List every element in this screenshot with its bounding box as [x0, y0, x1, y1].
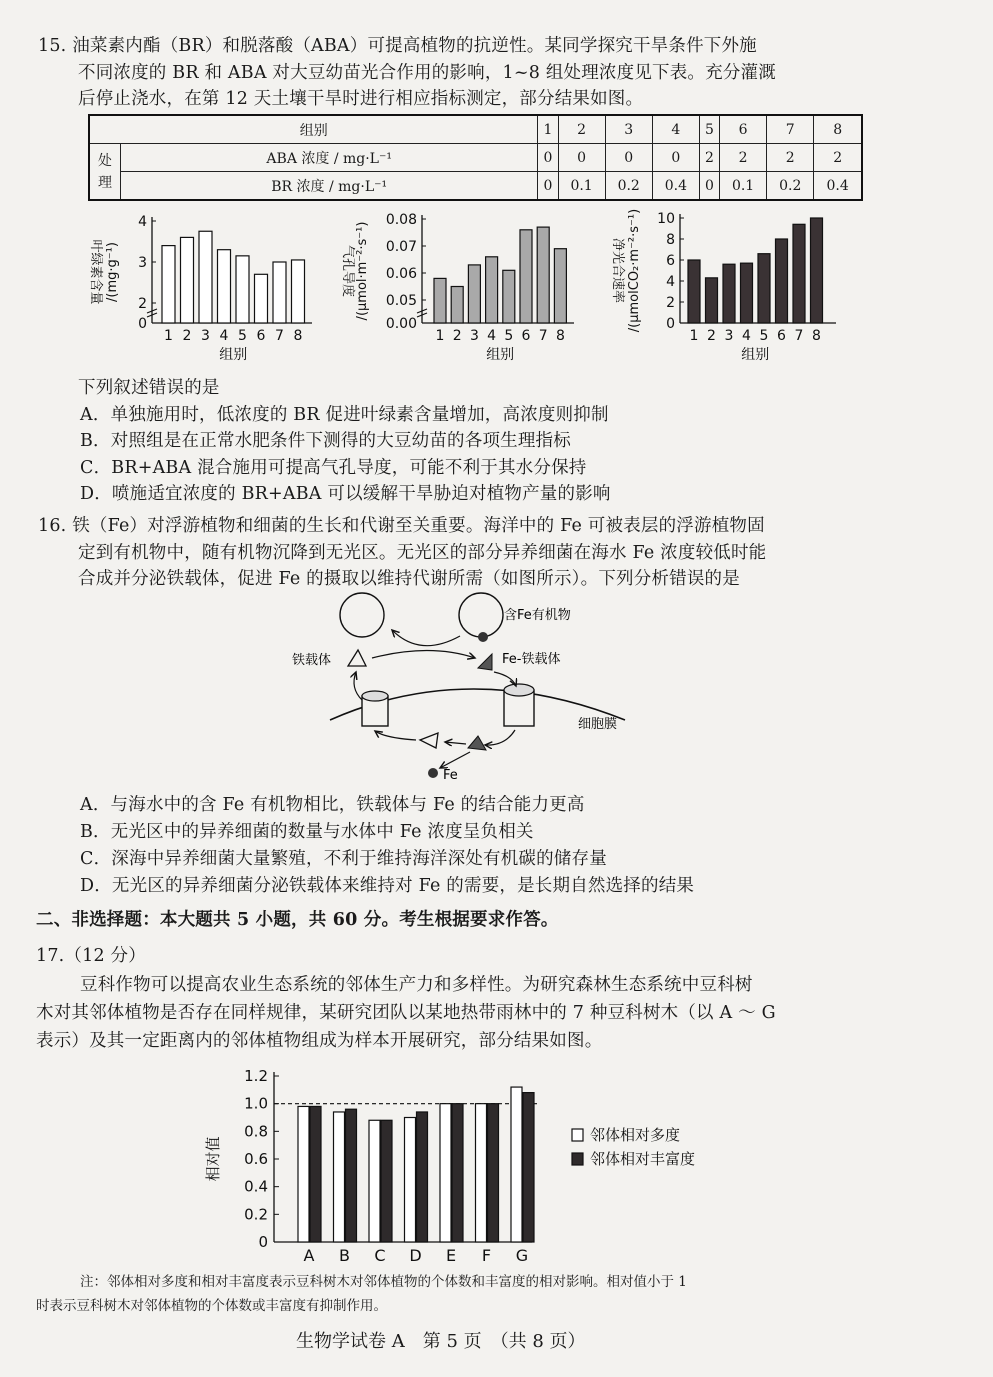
q16-line-3: 合成并分泌铁载体，促进 Fe 的摄取以维持代谢所需（如图所示）。下列分析错误的是	[78, 569, 740, 589]
x-tick-label: 1	[164, 328, 173, 344]
table-cell: 0.2	[767, 172, 814, 201]
bar	[520, 230, 532, 323]
bar	[334, 1112, 345, 1242]
q16-line-1: 16. 铁（Fe）对浮游植物和细菌的生长和代谢至关重要。海洋中的 Fe 可被表层的浮游植物固	[38, 516, 765, 536]
q17-line-3: 表示）及其一定距离内的邻体植物组成为样本开展研究，部分结果如图。	[36, 1031, 603, 1051]
photosynthesis-chart	[600, 205, 850, 374]
x-tick-label: A	[303, 1246, 315, 1265]
y-tick-label: 0.6	[244, 1150, 268, 1168]
y-axis-title: 相对值	[204, 1136, 222, 1182]
bar	[292, 260, 305, 323]
bar	[310, 1106, 321, 1242]
q16-line-2: 定到有机物中，随有机物沉降到无光区。无光区的部分异养细菌在海水 Fe 浓度较低时能	[78, 543, 767, 563]
table-cell: 0	[699, 172, 719, 201]
x-tick-label: 4	[219, 328, 229, 344]
x-tick-label: 1	[689, 328, 699, 344]
siderophore-icon	[348, 650, 366, 666]
bar	[346, 1109, 357, 1242]
fe-dot-icon	[478, 632, 488, 642]
q15-line-1: 15. 油菜素内酯（BR）和脱落酸（ABA）可提高植物的抗逆性。某同学探究干旱条件下外施	[38, 36, 757, 56]
bar	[199, 231, 212, 323]
y-tick-label: 0.05	[385, 293, 417, 309]
bar	[451, 287, 463, 324]
table-cell: 2	[767, 144, 814, 172]
q15-line-3: 后停止浇水，在第 12 天土壤干旱时进行相应指标测定，部分结果如图。	[78, 89, 644, 109]
page-footer: 生物学试卷 A 第 5 页 （共 8 页）	[296, 1331, 586, 1352]
arrow-uptake	[494, 672, 516, 686]
y-tick-label: 0	[666, 316, 675, 332]
bar	[440, 1104, 451, 1242]
x-tick-label: C	[374, 1246, 386, 1265]
bar	[381, 1120, 392, 1242]
treat-label-1: 处	[98, 152, 112, 169]
label-fe-organic: 含Fe有机物	[504, 608, 571, 623]
arrow-binding	[372, 651, 475, 659]
table-cell: 0	[558, 144, 605, 172]
arrow-release	[445, 742, 466, 744]
bar	[537, 227, 549, 323]
stomatal-chart	[330, 205, 590, 374]
table-cell: 0.4	[652, 172, 699, 201]
fe-siderophore-inside-icon	[468, 736, 486, 750]
x-tick-label: 3	[469, 328, 479, 344]
chlorophyll-chart	[84, 205, 334, 374]
label-siderophore: 铁载体	[292, 653, 332, 668]
y-tick-label: 0.07	[385, 239, 417, 255]
q16-option-b: B．无光区中的异养细菌的数量与水体中 Fe 浓度呈负相关	[80, 822, 534, 842]
q15-option-c: C．BR+ABA 混合施用可提高气孔导度，可能不利于其水分保持	[80, 458, 587, 478]
x-tick-label: 6	[256, 328, 266, 344]
y-tick-label: 4	[666, 274, 675, 290]
bar	[369, 1120, 380, 1242]
legend-label: 邻体相对多度	[590, 1126, 681, 1144]
organic-matter-circle	[340, 593, 384, 637]
table-cell: 0	[538, 172, 558, 201]
bar	[793, 224, 805, 323]
stomatal-chart-svg	[330, 205, 590, 370]
y-tick-label: 0	[138, 316, 147, 332]
x-tick-label: 8	[293, 328, 303, 344]
arrow-fe-release	[440, 752, 470, 768]
table-cell: 8	[814, 115, 862, 144]
bar	[776, 239, 788, 323]
y-axis-unit: /(mg·g⁻¹)	[105, 242, 120, 302]
q17-note-2: 时表示豆科树木对邻体植物的个体数或丰富度有抑制作用。	[36, 1298, 387, 1314]
x-tick-label: D	[409, 1246, 422, 1265]
y-tick-label: 0.00	[385, 316, 417, 332]
bar	[741, 263, 753, 323]
q17-head: 17.（12 分）	[36, 946, 146, 966]
x-axis-title: 组别	[486, 347, 515, 363]
bar	[255, 274, 268, 323]
neighbor-chart	[200, 1062, 760, 1274]
table-cell: 0.1	[558, 172, 605, 201]
bar	[723, 264, 735, 323]
y-tick-label: 0.4	[244, 1177, 268, 1196]
table-header-group: 组别	[89, 115, 538, 144]
table-row-label-br: BR 浓度 / mg·L⁻¹	[121, 172, 538, 201]
y-axis-unit: /(μmol·m⁻²·s⁻¹)	[355, 221, 370, 321]
bar	[405, 1118, 416, 1243]
legend-swatch	[572, 1153, 583, 1165]
x-tick-label: 8	[555, 328, 565, 344]
table-cell: 6	[720, 115, 767, 144]
x-tick-label: F	[481, 1246, 492, 1265]
chlorophyll-chart-svg	[84, 205, 334, 370]
bar	[434, 278, 446, 323]
x-tick-label: 5	[504, 328, 514, 344]
table-treatment-label	[89, 144, 121, 201]
fe-ion-icon	[428, 768, 438, 778]
bar	[688, 260, 700, 323]
x-tick-label: 2	[707, 328, 716, 344]
table-row-label-aba: ABA 浓度 / mg·L⁻¹	[121, 144, 538, 172]
bar	[273, 262, 286, 323]
y-tick-label: 0.2	[244, 1205, 268, 1224]
q16-option-c: C．深海中异养细菌大量繁殖，不利于维持海洋深处有机碳的储存量	[80, 849, 607, 869]
q15-line-2: 不同浓度的 BR 和 ABA 对大豆幼苗光合作用的影响，1~8 组处理浓度见下表。充分灌溉	[78, 63, 776, 83]
y-tick-label: 1.2	[244, 1067, 268, 1085]
x-tick-label: 4	[742, 328, 751, 344]
x-tick-label: 7	[538, 328, 548, 344]
arrow-fe-transfer	[392, 630, 460, 646]
q17-line-1: 豆科作物可以提高农业生态系统的邻体生产力和多样性。为研究森林生态系统中豆科树	[80, 975, 753, 995]
x-tick-label: 5	[759, 328, 769, 344]
bar	[706, 278, 718, 323]
table-cell: 1	[538, 115, 558, 144]
table-cell: 5	[699, 115, 719, 144]
treat-label-2: 理	[98, 174, 112, 191]
bar	[476, 1104, 487, 1242]
y-tick-label: 0.08	[385, 212, 417, 228]
table-cell: 4	[652, 115, 699, 144]
y-tick-label: 3	[138, 255, 147, 271]
legend-label: 邻体相对丰富度	[590, 1150, 696, 1168]
x-tick-label: 8	[812, 328, 821, 344]
bar	[511, 1087, 522, 1242]
x-tick-label: 4	[487, 328, 497, 344]
import-channel-top	[504, 684, 534, 696]
x-tick-label: 3	[201, 328, 210, 344]
x-tick-label: 2	[182, 328, 192, 344]
bar	[468, 265, 480, 323]
fe-organic-matter-circle	[459, 593, 503, 637]
legend-swatch	[572, 1129, 583, 1141]
table-cell: 2	[699, 144, 719, 172]
x-tick-label: 3	[724, 328, 734, 344]
y-tick-label: 2	[138, 296, 147, 312]
y-tick-label: 10	[657, 211, 675, 227]
x-axis-title: 组别	[741, 347, 770, 363]
x-tick-label: 7	[275, 328, 284, 344]
x-tick-label: G	[515, 1246, 529, 1265]
x-tick-label: 2	[452, 328, 462, 344]
arrow-secretion	[354, 672, 362, 700]
bar	[162, 246, 175, 323]
q17-note-1: 注：邻体相对多度和相对丰富度表示豆科树木对邻体植物的个体数和丰富度的相对影响。相对值小于 1	[80, 1274, 687, 1290]
x-tick-label: B	[339, 1246, 350, 1265]
label-fe: Fe	[443, 768, 458, 783]
q15-option-b: B．对照组是在正常水肥条件下测得的大豆幼苗的各项生理指标	[80, 431, 571, 451]
bar	[181, 237, 194, 323]
table-cell: 2	[720, 144, 767, 172]
label-membrane: 细胞膜	[578, 717, 618, 732]
table-cell: 0.2	[605, 172, 652, 201]
y-tick-label: 0	[258, 1233, 268, 1251]
photosynthesis-chart-svg	[600, 205, 850, 370]
x-tick-label: E	[445, 1246, 457, 1265]
bar	[417, 1112, 428, 1242]
x-tick-label: 1	[435, 328, 445, 344]
bar	[486, 257, 498, 323]
q16-option-d: D．无光区的异养细菌分泌铁载体来维持对 Fe 的需要，是长期自然选择的结果	[80, 876, 695, 896]
bar	[503, 270, 515, 323]
y-axis-title: 叶绿素含量	[88, 239, 103, 305]
treatment-table	[88, 114, 863, 201]
q15-option-d: D．喷施适宜浓度的 BR+ABA 可以缓解干旱胁迫对植物产量的影响	[80, 484, 611, 504]
label-fe-siderophore: Fe-铁载体	[502, 652, 561, 667]
section-heading: 二、非选择题：本大题共 5 小题，共 60 分。考生根据要求作答。	[36, 910, 559, 930]
bar	[218, 250, 231, 323]
table-cell: 0	[538, 144, 558, 172]
q17-line-2: 木对其邻体植物是否存在同样规律，某研究团队以某地热带雨林中的 7 种豆科树木（以 A ～ G	[36, 1003, 776, 1023]
y-tick-label: 6	[666, 253, 675, 269]
table-cell: 2	[814, 144, 862, 172]
bar	[298, 1106, 309, 1242]
fe-diagram	[280, 588, 660, 788]
bar	[523, 1093, 534, 1242]
y-tick-label: 1.0	[244, 1094, 268, 1113]
bar	[811, 218, 823, 323]
y-axis-title: 气孔导度	[340, 244, 355, 298]
x-tick-label: 6	[521, 328, 531, 344]
bar	[758, 254, 770, 323]
y-tick-label: 8	[666, 232, 675, 248]
bar	[488, 1104, 499, 1242]
x-axis-title: 组别	[219, 347, 248, 363]
table-cell: 3	[605, 115, 652, 144]
table-cell: 0.4	[814, 172, 862, 201]
neighbor-chart-svg	[200, 1062, 760, 1270]
table-cell: 0	[605, 144, 652, 172]
x-tick-label: 7	[794, 328, 804, 344]
y-axis-unit: /(μmolCO₂·m⁻²·s⁻¹)	[627, 208, 642, 333]
y-tick-label: 2	[666, 295, 675, 311]
q15-question: 下列叙述错误的是	[78, 378, 220, 398]
table-cell: 2	[558, 115, 605, 144]
x-tick-label: 5	[238, 328, 247, 344]
export-channel-top	[362, 691, 388, 701]
bar	[452, 1104, 463, 1242]
bar	[554, 249, 566, 323]
q15-option-a: A．单独施用时，低浓度的 BR 促进叶绿素含量增加，高浓度则抑制	[80, 405, 609, 425]
arrow-inside	[485, 730, 515, 745]
table-cell: 0	[652, 144, 699, 172]
bar	[236, 256, 249, 323]
siderophore-inside-icon	[420, 733, 438, 748]
fe-siderophore-icon	[478, 654, 492, 670]
table-cell: 7	[767, 115, 814, 144]
y-axis-title: 净光合速率	[610, 237, 625, 304]
arrow-recycle	[375, 731, 416, 740]
table-cell: 0.1	[720, 172, 767, 201]
x-tick-label: 6	[777, 328, 786, 344]
y-tick-label: 0.8	[244, 1122, 268, 1141]
y-tick-label: 0.06	[385, 266, 417, 282]
q16-option-a: A．与海水中的含 Fe 有机物相比，铁载体与 Fe 的结合能力更高	[80, 795, 585, 815]
y-tick-label: 4	[138, 214, 147, 230]
